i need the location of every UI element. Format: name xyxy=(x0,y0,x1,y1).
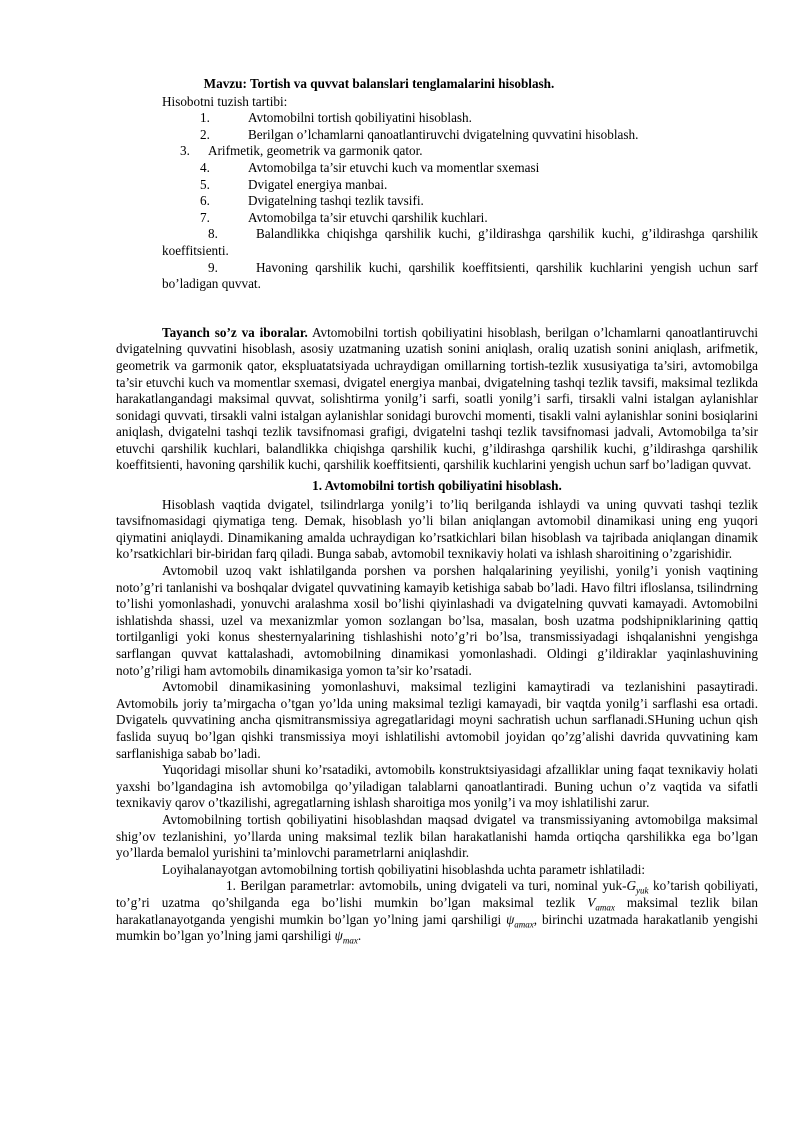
plan-item-5 xyxy=(162,177,758,194)
paragraph-2: Avtomobil uzoq vakt ishlatilganda porshen va porshen halqalarining yeyilishi, yonilg’i yonish vaqtining noto’g’ri tanlanishi va boshqalar dvigatel quvvatining kamayib ketishiga sabab bo’ladi. Havo filtri ifloslansa, tsilindrning to’lishi yomonlashadi, yonuvchi aralashma xosil bo’lishi qiyinlashadi va dvigatelning quvvati kamayadi. Avtomobilni ishlatishda shassi, uzel va mexanizmlar yomon sozlangan bo’lsa, masalan, bosh uzatma podshipniklarining qattiq tortilganligi yoki konus shesternyalarining tishlashishi noto’g’ri bo’lsa, transmissiyadagi ishqalanishni yengishga sarflangan quvvat kattalashadi, avtomobilning dinamikasi yomonlashadi. Oldingi g’ildiraklar yaqinlashuvining noto’g’riligi ham avtomobilь dinamikasiga yomon ta’sir ko’rsatadi. xyxy=(116,563,758,678)
plan-item-text: Avtomobilga ta’sir etuvchi kuch va momentlar sxemasi xyxy=(248,159,540,175)
plan-item-number: 1. xyxy=(200,110,210,126)
param-text: . xyxy=(357,928,362,944)
plan-item-text: Dvigatel energiya manbai. xyxy=(248,176,388,192)
plan-heading: Hisobotni tuzish tartibi: xyxy=(162,93,288,109)
keywords-text: Avtomobilni tortish qobiliyatini hisoblash, berilgan o’lchamlarni qanoatlantiruvchi dvigatelning quvvatini hisoblash, asosiy uzatmaning uzatish sonini aniqlash, oraliq uzatish sonini aniqlash, arifmetik, geometrik va garmonik qator, ekspluatatsiyada uchraydigan omillarning tortish-tezlik xususiyatiga ta’siri, avtomobilga ta’sir etuvchi kuch va momentlar sxemasi, dvigatel energiya manbai, dvigatelning tashqi tezlik tavsifi, maksimal tezlikda harakatlangandagi maksimal quvvat, solishtirma yonilg’i sarfi, soatli yonilg’i sarfi, tirsakli valni istalgan aylanishlar sonidagi quvvati, tirsakli valni istalgan aylanishlar sonidagi burovchi momenti, tisakli valni aylanishlar sonini bosiqlarini aniqlash, dvigatelni tashqi tezlik tavsifnomasi grafigi, dvigatelni tashqi tezlik tavsifnomasi jadvali, Avtomobilga ta’sir etuvchi qarshilik kuchlari, balandlikka chiqishga qarshilik kuchi, g’ildirashga qarshilik kuchi, g’ildirashga qarshilik koeffitsienti, havoning qarshilik kuchi, qarshilik koeffitsienti, qarshilik kuchlarini yengish uchun sarf bo’ladigan quvvat. xyxy=(116,324,758,473)
symbol-psi-subscript: amax xyxy=(514,919,534,930)
plan-item-number: 6. xyxy=(200,193,210,209)
paragraph-4: Yuqoridagi misollar shuni ko’rsatadiki, avtomobilь konstruktsiyasidagi afzalliklar uning faqat texnikaviy holati yaxshi bo’lgandagina ish avtomobilga qo’yiladigan talablarni qanoatlantiradi. Buning uchun o’z vaqtida va sifatli texnikaviy qarov o’tkazilishi, agregatlarning ishlash sharoitiga mos yonilg’i va moy ishlatilishi zarur. xyxy=(116,762,758,811)
paragraph-3: Avtomobil dinamikasining yomonlashuvi, maksimal tezligini kamaytiradi va tezlanishini pasaytiradi. Avtomobilь joriy ta’mirgacha o’tgan yo’lda uning maksimal tezligi kamayadi, bir vaqtda yonilg’i sarflashi esa ortadi. Dvigatelь quvvatining ancha qismitransmissiya agregatlaridagi moyni sachratish uchun sarflanadi.SHuning uchun qish faslida suyuq bo’lgan qishki transmissiya moyi ishlatilishi avtomobil joyidan qo’zg’alishi davrida quvvatining kam sarflanishiga sabab bo’ladi. xyxy=(116,679,758,761)
symbol-g-subscript: yuk xyxy=(636,885,649,896)
plan-item-number: 7. xyxy=(200,209,210,225)
plan-item-7 xyxy=(162,210,758,227)
plan-item-2 xyxy=(162,127,758,144)
plan-item-9 xyxy=(162,260,758,293)
keywords-paragraph xyxy=(116,325,758,474)
plan-item-number: 5. xyxy=(200,176,210,192)
document-title: Mavzu: Tortish va quvvat balanslari tenglamalarini hisoblash. xyxy=(203,76,555,91)
symbol-psi: ψ xyxy=(506,911,515,927)
keywords-label: Tayanch so’z va iboralar. xyxy=(162,324,308,340)
symbol-psi-subscript: max xyxy=(342,935,358,946)
symbol-psi: ψ xyxy=(334,928,343,944)
param-text: ko’tarish qobiliyati, to’g’ri uzatma qo’shilganda ega bo’lishi mumkin bo’lgan maksimal tezlik xyxy=(116,878,758,910)
symbol-v: V xyxy=(587,894,596,910)
symbol-g: G xyxy=(626,878,637,894)
plan-item-4 xyxy=(162,160,758,177)
plan-item-number: 4. xyxy=(200,159,210,175)
plan-item-text: Avtomobilga ta’sir etuvchi qarshilik kuchlari. xyxy=(248,209,488,225)
paragraph-6: Loyihalanayotgan avtomobilning tortish qobiliyatini hisoblashda uchta parametr ishlatiladi: xyxy=(162,861,646,877)
plan-item-3 xyxy=(162,143,758,160)
plan-item-number: 8. xyxy=(208,226,218,242)
plan-item-8 xyxy=(162,226,758,259)
plan-item-number: 2. xyxy=(200,126,210,142)
plan-item-number: 3. xyxy=(180,143,190,159)
plan-item-text: Berilgan o’lchamlarni qanoatlantiruvchi dvigatelning quvvatini hisoblash. xyxy=(248,126,639,142)
param-text: maksimal tezlik bilan harakatlanayotganda yengishi mumkin bo’lgan yo’lning jami qarshiligi xyxy=(116,894,758,927)
plan-item-1 xyxy=(162,110,758,127)
plan-item-number: 9. xyxy=(208,259,218,275)
param-text: , birinchi uzatmada harakatlanib yengishi mumkin bo’lgan yo’lning jami qarshiligi xyxy=(116,911,758,944)
main-text xyxy=(0,325,758,945)
plan-item-text: Dvigatelning tashqi tezlik tavsifi. xyxy=(248,193,424,209)
symbol-v-subscript: amax xyxy=(595,902,615,913)
plan-item-text: Avtomobilni tortish qobiliyatini hisoblash. xyxy=(248,110,472,126)
paragraph-5: Avtomobilning tortish qobiliyatini hisoblashdan maqsad dvigatel va transmissiyaning avtomobilga maksimal shig’ov tezlanishini, yo’llarda uning maksimal tezlik bilan harakatlanishi hamda ortiqcha qarshilikka ega bo’lgan yo’llarda bemalol yurishini ta’minlovchi parametrlarni aniqlashdir. xyxy=(116,811,758,861)
plan-item-text: Havoning qarshilik kuchi, qarshilik koeffitsienti, qarshilik kuchlarini yengish uchun sarf bo’ladigan quvvat. xyxy=(162,259,758,292)
paragraph-1: Hisoblash vaqtida dvigatel, tsilindrlarga yonilg’i to’liq berilganda ishlaydi va uning quvvati tashqi tezlik tavsifnomasidagi qiymatiga teng. Demak, hisoblash yo’li bilan aniqlangan avtomobil dinamikasi uning eng yuqori qiymatini aniqlaydi. Dinamikaning amalda uchraydigan ko’rsatkichlari bilan hisoblash va tajribada aniqlangan dinamik ko’rsatkichlari bir-biridan farq qiladi. Bunga sabab, avtomobil texnikaviy holati va ishlash sharoitining o’zgarishidir. xyxy=(116,496,758,562)
plan-list xyxy=(162,110,758,293)
parameter-paragraph xyxy=(116,878,758,944)
param-text: 1. Berilgan parametrlar: avtomobilь, uning dvigateli va turi, nominal yuk- xyxy=(226,878,627,894)
plan-item-text: Balandlikka chiqishga qarshilik kuchi, g’ildirashga qarshilik kuchi, g’ildirashga qarshilik koeffitsienti. xyxy=(162,226,758,258)
plan-item-6 xyxy=(162,193,758,210)
section-title: 1. Avtomobilni tortish qobiliyatini hisoblash. xyxy=(312,478,562,494)
plan-item-text: Arifmetik, geometrik va garmonik qator. xyxy=(208,143,423,159)
